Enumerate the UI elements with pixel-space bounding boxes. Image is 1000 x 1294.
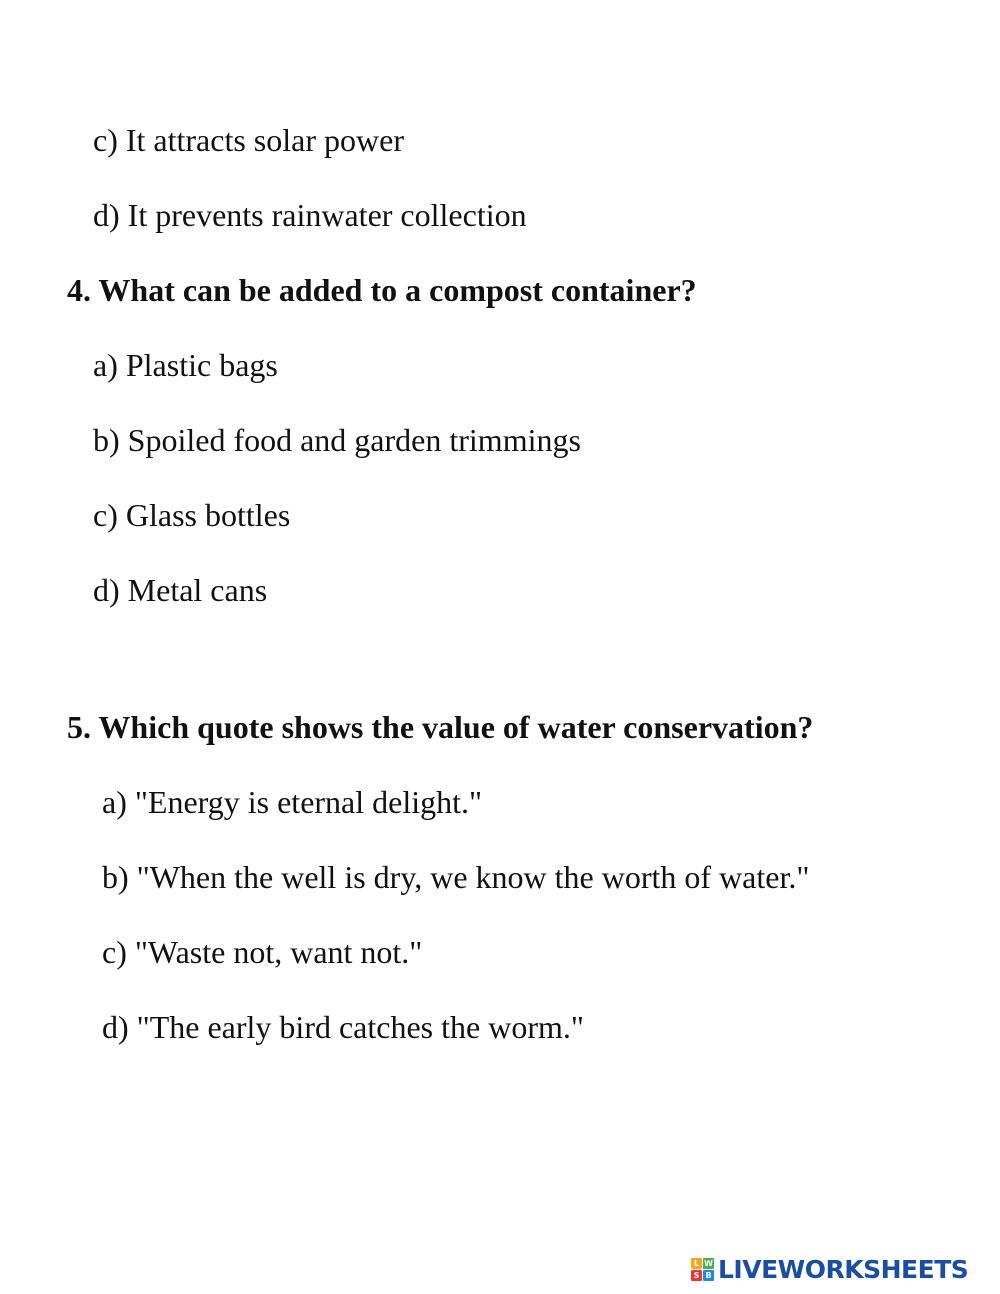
- brand-text: LIVEWORKSHEETS: [718, 1254, 969, 1284]
- question-5-title: 5. Which quote shows the value of water conservation?: [67, 709, 814, 745]
- q4-option-b: b) Spoiled food and garden trimmings: [93, 422, 581, 458]
- q3-option-c: c) It attracts solar power: [93, 122, 404, 158]
- logo-grid-icon: [691, 1258, 714, 1281]
- logo-cell-b: B: [703, 1270, 714, 1281]
- logo-cell-w: W: [704, 1258, 713, 1268]
- q5-option-b: b) "When the well is dry, we know the worth of water.": [102, 859, 810, 895]
- q4-option-d: d) Metal cans: [93, 572, 268, 608]
- q5-option-c: c) "Waste not, want not.": [102, 934, 423, 970]
- q4-option-a: a) Plastic bags: [93, 347, 278, 383]
- q3-option-d: d) It prevents rainwater collection: [93, 197, 527, 233]
- logo-cell-s: S: [691, 1270, 702, 1281]
- question-4-title: 4. What can be added to a compost container?: [67, 272, 697, 308]
- q4-option-c: c) Glass bottles: [93, 497, 291, 533]
- logo-cell-l: L: [691, 1258, 702, 1269]
- liveworksheets-logo: [691, 1254, 968, 1284]
- q5-option-a: a) "Energy is eternal delight.": [102, 784, 483, 820]
- q5-option-d: d) "The early bird catches the worm.": [102, 1009, 584, 1045]
